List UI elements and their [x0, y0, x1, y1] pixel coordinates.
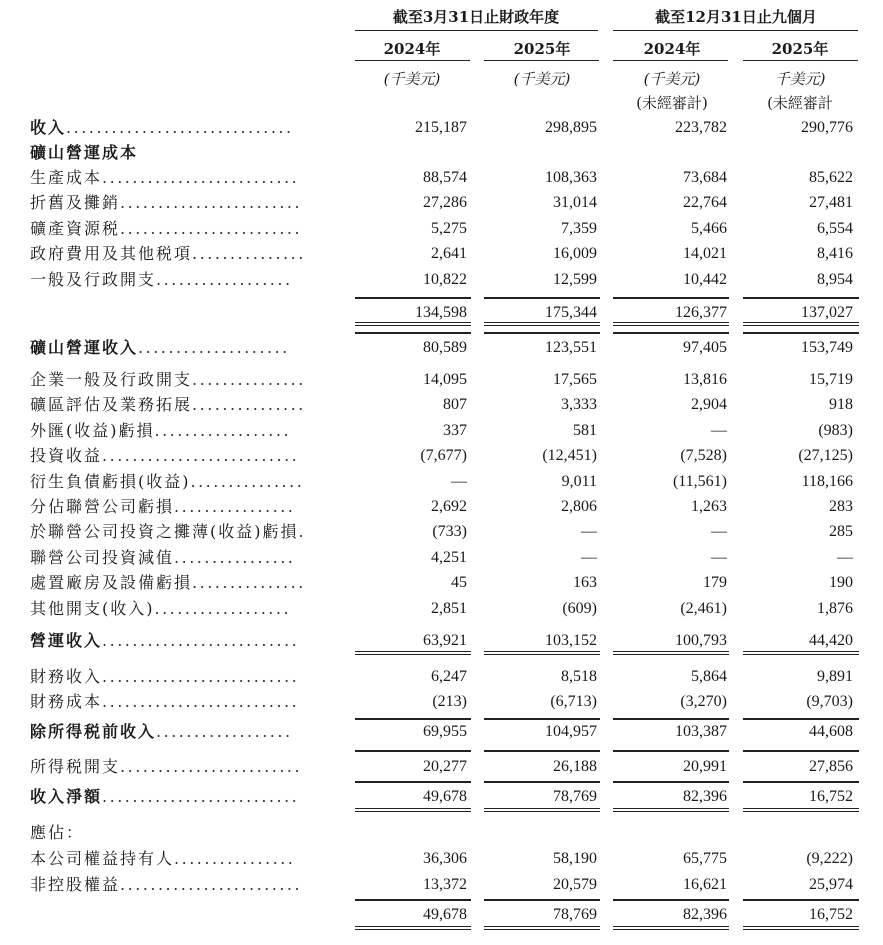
col4-unit: 千美元): [774, 70, 826, 88]
cell-value: 8,416: [817, 245, 853, 262]
row-label: [30, 338, 290, 358]
row-label-text: 其他開支(收入): [30, 599, 155, 618]
total-double-rule: [355, 322, 471, 326]
row-leader-dots: ...............: [192, 244, 306, 263]
cell-value: 65,775: [683, 850, 727, 867]
cell-value: (12,451): [542, 447, 597, 464]
row-leader-dots: ..........................: [102, 692, 300, 711]
cell-value: (11,561): [672, 473, 727, 490]
cell-value: 8,518: [561, 668, 597, 685]
cell-value: 13,372: [423, 876, 467, 893]
cell-value: 16,009: [553, 245, 597, 262]
row-label: [30, 370, 306, 390]
cell-value: 175,344: [545, 304, 597, 321]
row-label: [30, 244, 306, 264]
row-leader-dots: ..............................: [66, 118, 294, 137]
cell-value: 82,396: [683, 788, 727, 805]
row-leader-dots: ...............: [192, 573, 306, 592]
cell-value: 283: [829, 498, 853, 515]
total-double-rule: [613, 651, 729, 655]
cell-value: (2,461): [680, 600, 727, 617]
cell-value: 44,608: [809, 723, 853, 740]
col2-unit: (千美元): [513, 70, 571, 88]
col3-year-underline: [613, 60, 728, 61]
cell-value: 16,621: [683, 876, 727, 893]
row-label-text: 一般及行政開支: [30, 270, 157, 289]
total-double-rule: [355, 651, 471, 655]
cell-value: 285: [829, 523, 853, 540]
cell-value: 49,678: [423, 788, 467, 805]
cell-value: (983): [818, 422, 853, 439]
row-leader-dots: ..................: [154, 421, 292, 440]
row-label-text: 財務收入: [30, 667, 103, 686]
row-label-text: 本公司權益持有人: [30, 849, 175, 868]
row-label: [30, 599, 291, 619]
row-label: [30, 631, 299, 651]
subtotal-rule: [355, 332, 471, 334]
cell-value: 63,921: [423, 632, 467, 649]
row-label: [30, 849, 295, 869]
row-label-text: 營運收入: [30, 631, 103, 650]
row-leader-dots: ........................: [120, 875, 303, 894]
row-leader-dots: ..................: [156, 722, 293, 741]
row-label: [30, 522, 306, 542]
cell-value: 3,333: [561, 396, 597, 413]
row-leader-dots: ..........................: [102, 168, 300, 187]
row-label: [30, 193, 302, 213]
row-label: [30, 118, 294, 138]
row-label-text: 投資收益: [30, 446, 103, 465]
row-leader-dots: ........................: [120, 219, 303, 238]
cell-value: 4,251: [431, 549, 467, 566]
cell-value: 9,011: [561, 473, 597, 490]
cell-value: 123,551: [545, 339, 597, 356]
cell-value: —: [451, 473, 467, 490]
row-label: [30, 497, 295, 517]
subtotal-rule: [613, 899, 729, 901]
cell-value: 153,749: [801, 339, 853, 356]
cell-value: —: [711, 549, 727, 566]
row-label: [30, 472, 304, 492]
col3-unit: (千美元): [643, 70, 701, 88]
subtotal-rule: [484, 332, 600, 334]
cell-value: (9,703): [806, 693, 853, 710]
col1-year-underline: [355, 60, 470, 61]
row-label-text: 生產成本: [30, 168, 103, 187]
row-leader-dots: ..........................: [102, 446, 300, 465]
col3-year: 2024年: [643, 40, 701, 58]
col4-year: 2025年: [771, 40, 829, 58]
subtotal-rule: [484, 718, 600, 720]
cell-value: 78,769: [553, 906, 597, 923]
cell-value: 581: [573, 422, 597, 439]
subtotal-rule: [743, 718, 859, 720]
cell-value: 1,876: [817, 600, 853, 617]
total-double-rule: [743, 808, 859, 812]
cell-value: 36,306: [423, 850, 467, 867]
cell-value: (733): [432, 523, 467, 540]
subtotal-rule: [743, 899, 859, 901]
subtotal-rule: [613, 750, 729, 752]
row-label-text: 於聯營公司投資之攤薄(收益)虧損: [30, 522, 299, 541]
cell-value: 918: [829, 396, 853, 413]
cell-value: 26,188: [553, 758, 597, 775]
cell-value: —: [711, 523, 727, 540]
cell-value: 103,152: [545, 632, 597, 649]
cell-value: (7,528): [680, 447, 727, 464]
cell-value: 134,598: [415, 304, 467, 321]
cell-value: 337: [443, 422, 467, 439]
subtotal-rule: [613, 781, 729, 783]
cell-value: 5,275: [431, 220, 467, 237]
total-double-rule: [613, 808, 729, 812]
cell-value: —: [581, 549, 597, 566]
total-double-rule: [743, 651, 859, 655]
cell-value: 100,793: [675, 632, 727, 649]
subtotal-rule: [484, 781, 600, 783]
cell-value: 58,190: [553, 850, 597, 867]
row-label: [30, 219, 302, 239]
row-label: [30, 757, 302, 777]
row-leader-dots: ................: [174, 497, 296, 516]
cell-value: 290,776: [801, 119, 853, 136]
subtotal-rule: [613, 332, 729, 334]
col3-note: (未經審計): [636, 94, 708, 112]
cell-value: 298,895: [545, 119, 597, 136]
cell-value: —: [837, 549, 853, 566]
total-double-rule: [484, 322, 600, 326]
cell-value: 13,816: [683, 371, 727, 388]
cell-value: (3,270): [680, 693, 727, 710]
row-label-text: 分佔聯營公司虧損: [30, 497, 175, 516]
row-label-text: 收入淨額: [30, 787, 103, 806]
cell-value: 5,864: [691, 668, 727, 685]
cell-value: 6,554: [817, 220, 853, 237]
cell-value: 2,851: [431, 600, 467, 617]
cell-value: 45: [451, 574, 467, 591]
cell-value: (213): [432, 693, 467, 710]
subtotal-rule: [613, 297, 729, 299]
subtotal-rule: [613, 718, 729, 720]
cell-value: (609): [562, 600, 597, 617]
cell-value: —: [711, 422, 727, 439]
row-label-text: 收入: [30, 118, 67, 137]
subtotal-rule: [355, 899, 471, 901]
row-label-text: 外匯(收益)虧損: [30, 421, 155, 440]
row-label: [30, 168, 299, 188]
col1-unit: (千美元): [383, 70, 441, 88]
subtotal-rule: [355, 297, 471, 299]
cell-value: 20,579: [553, 876, 597, 893]
cell-value: 8,954: [817, 271, 853, 288]
total-double-rule: [613, 926, 729, 930]
row-leader-dots: ........................: [120, 757, 303, 776]
cell-value: 6,247: [431, 668, 467, 685]
cell-value: (6,713): [550, 693, 597, 710]
row-leader-dots: ........................: [120, 193, 303, 212]
row-label-text: 礦產資源税: [30, 219, 121, 238]
cell-value: 10,822: [423, 271, 467, 288]
subtotal-rule: [355, 718, 471, 720]
row-label: [30, 875, 302, 895]
cell-value: 80,589: [423, 339, 467, 356]
row-label: [30, 692, 299, 712]
cell-value: 103,387: [675, 723, 727, 740]
cell-value: 190: [829, 574, 853, 591]
row-label-text: 所得税開支: [30, 757, 121, 776]
cell-value: 126,377: [675, 304, 727, 321]
cell-value: 20,991: [683, 758, 727, 775]
row-label-text: 財務成本: [30, 692, 103, 711]
cell-value: 82,396: [683, 906, 727, 923]
cell-value: 14,095: [423, 371, 467, 388]
fiscal-year-underline: [355, 30, 598, 31]
fiscal-year-header: 截至3月31日止財政年度: [392, 8, 560, 26]
cell-value: 179: [703, 574, 727, 591]
total-double-rule: [484, 808, 600, 812]
row-label: [30, 421, 291, 441]
row-label-text: 礦區評估及業務拓展: [30, 395, 193, 414]
subtotal-rule: [743, 297, 859, 299]
cell-value: 12,599: [553, 271, 597, 288]
row-label-text: 應佔：: [30, 823, 85, 842]
cell-value: 104,957: [545, 723, 597, 740]
nine-months-header: 截至12月31日止九個月: [655, 8, 817, 26]
cell-value: 15,719: [809, 371, 853, 388]
row-label-text: 政府費用及其他税項: [30, 244, 193, 263]
cell-value: 16,752: [809, 906, 853, 923]
cell-value: 25,974: [809, 876, 853, 893]
row-label: [30, 446, 299, 466]
row-label-text: 處置廠房及設備虧損: [30, 573, 193, 592]
cell-value: 14,021: [683, 245, 727, 262]
cell-value: 49,678: [423, 906, 467, 923]
cell-value: (7,677): [420, 447, 467, 464]
subtotal-rule: [355, 750, 471, 752]
cell-value: 17,565: [553, 371, 597, 388]
cell-value: (9,222): [806, 850, 853, 867]
col4-note: (未經審計: [767, 94, 833, 112]
row-label: [30, 787, 299, 807]
row-label: [30, 573, 306, 593]
subtotal-rule: [484, 750, 600, 752]
total-double-rule: [484, 926, 600, 930]
cell-value: 215,187: [415, 119, 467, 136]
row-label-text: 企業一般及行政開支: [30, 370, 193, 389]
cell-value: 1,263: [691, 498, 727, 515]
cell-value: 88,574: [423, 169, 467, 186]
row-leader-dots: .: [298, 522, 307, 541]
row-label: [30, 823, 84, 843]
row-label-text: 非控股權益: [30, 875, 121, 894]
cell-value: 73,684: [683, 169, 727, 186]
cell-value: 2,904: [691, 396, 727, 413]
total-double-rule: [355, 808, 471, 812]
cell-value: 2,806: [561, 498, 597, 515]
cell-value: 2,641: [431, 245, 467, 262]
cell-value: 163: [573, 574, 597, 591]
row-leader-dots: ................: [174, 849, 296, 868]
subtotal-rule: [743, 781, 859, 783]
cell-value: 137,027: [801, 304, 853, 321]
subtotal-rule: [743, 750, 859, 752]
col4-year-underline: [743, 60, 858, 61]
subtotal-rule: [355, 781, 471, 783]
subtotal-rule: [484, 899, 600, 901]
cell-value: 20,277: [423, 758, 467, 775]
cell-value: 85,622: [809, 169, 853, 186]
subtotal-rule: [484, 297, 600, 299]
cell-value: 2,692: [431, 498, 467, 515]
cell-value: 7,359: [561, 220, 597, 237]
row-leader-dots: ..................: [154, 599, 292, 618]
cell-value: 5,466: [691, 220, 727, 237]
cell-value: 27,481: [809, 194, 853, 211]
row-label-text: 除所得税前收入: [30, 722, 157, 741]
row-leader-dots: ...............: [192, 395, 306, 414]
cell-value: 97,405: [683, 339, 727, 356]
row-leader-dots: ..........................: [102, 631, 300, 650]
row-label: [30, 722, 293, 742]
nine-months-underline: [613, 30, 858, 31]
cell-value: (27,125): [798, 447, 853, 464]
cell-value: 807: [443, 396, 467, 413]
cell-value: —: [581, 523, 597, 540]
cell-value: 10,442: [683, 271, 727, 288]
total-double-rule: [613, 322, 729, 326]
total-double-rule: [484, 651, 600, 655]
total-double-rule: [743, 926, 859, 930]
cell-value: 69,955: [423, 723, 467, 740]
cell-value: 108,363: [545, 169, 597, 186]
col2-year: 2025年: [513, 40, 571, 58]
cell-value: 16,752: [809, 788, 853, 805]
row-leader-dots: ...............: [190, 472, 305, 491]
cell-value: 78,769: [553, 788, 597, 805]
row-label-text: 聯營公司投資減值: [30, 548, 175, 567]
cell-value: 9,891: [817, 668, 853, 685]
cell-value: 27,856: [809, 758, 853, 775]
row-leader-dots: ................: [174, 548, 296, 567]
row-leader-dots: ....................: [138, 338, 290, 357]
cell-value: 31,014: [553, 194, 597, 211]
row-leader-dots: ..................: [156, 270, 293, 289]
total-double-rule: [355, 926, 471, 930]
row-label-text: 礦山營運收入: [30, 338, 139, 357]
col2-year-underline: [484, 60, 599, 61]
row-label: [30, 395, 306, 415]
row-label-text: 折舊及攤銷: [30, 193, 121, 212]
subtotal-rule: [743, 332, 859, 334]
row-label-text: 衍生負債虧損(收益): [30, 472, 191, 491]
cell-value: 118,166: [801, 473, 853, 490]
row-leader-dots: ..........................: [102, 787, 300, 806]
row-label: [30, 143, 138, 163]
row-label: [30, 667, 299, 687]
row-leader-dots: ..........................: [102, 667, 300, 686]
row-leader-dots: ...............: [192, 370, 306, 389]
row-label: [30, 270, 293, 290]
cell-value: 22,764: [683, 194, 727, 211]
total-double-rule: [743, 322, 859, 326]
cell-value: 27,286: [423, 194, 467, 211]
row-label-text: 礦山營運成本: [30, 143, 139, 162]
row-label: [30, 548, 295, 568]
cell-value: 223,782: [675, 119, 727, 136]
col1-year: 2024年: [383, 40, 441, 58]
cell-value: 44,420: [809, 632, 853, 649]
